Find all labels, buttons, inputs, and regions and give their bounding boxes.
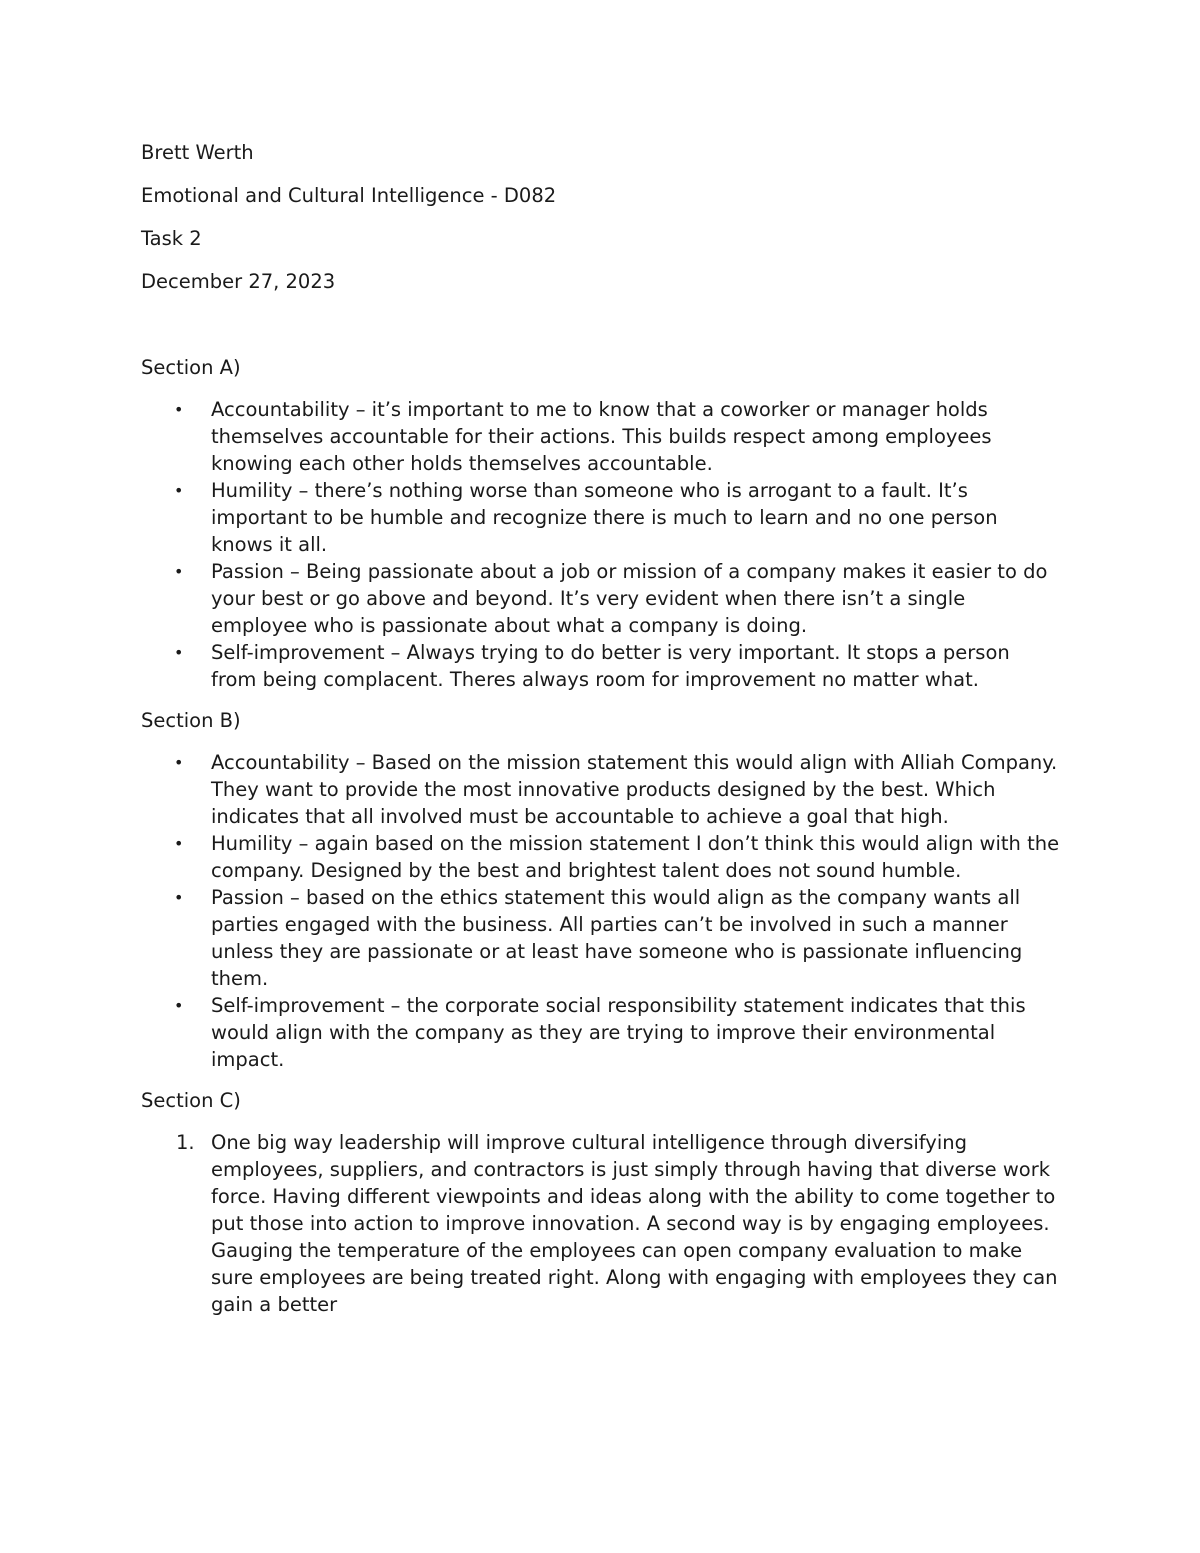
- list-item: [174, 992, 1061, 1073]
- bullet-icon: •: [174, 834, 184, 853]
- section-c-list: [141, 1129, 1061, 1318]
- list-number: 1.: [176, 1131, 195, 1154]
- list-item-text: Accountability – Based on the mission statement this would align with Alliah Company. They want to provide the most innovative products designed by the best. Which indicates that all involved must be accountable to achieve a goal that high.: [211, 751, 1058, 828]
- document-date: December 27, 2023: [141, 270, 336, 293]
- list-item: [174, 884, 1061, 992]
- course-title: Emotional and Cultural Intelligence - D082: [141, 184, 557, 207]
- bullet-icon: •: [174, 996, 184, 1015]
- list-item: [174, 558, 1061, 639]
- section-b-list: [141, 749, 1061, 1073]
- list-item-text: Passion – Being passionate about a job or mission of a company makes it easier to do your best or go above and beyond. It’s very evident when there isn’t a single employee who is passionate about what a company is doing.: [211, 560, 1048, 637]
- author-name: Brett Werth: [141, 141, 254, 164]
- section-a-list: [141, 396, 1061, 693]
- list-item-text: Self-improvement – the corporate social responsibility statement indicates that this would align with the company as they are trying to improve their environmental impact.: [211, 994, 1026, 1071]
- bullet-icon: •: [174, 481, 184, 500]
- list-item-text: Accountability – it’s important to me to know that a coworker or manager holds themselves accountable for their actions. This builds respect among employees knowing each other holds themselves accountable.: [211, 398, 992, 475]
- bullet-icon: •: [174, 643, 184, 662]
- section-b-heading: Section B): [141, 709, 241, 732]
- list-item-text: Self-improvement – Always trying to do better is very important. It stops a person from being complacent. Theres always room for improvement no matter what.: [211, 641, 1010, 691]
- list-item: [174, 749, 1061, 830]
- list-item: [174, 830, 1061, 884]
- list-item: [174, 639, 1061, 693]
- bullet-icon: •: [174, 562, 184, 581]
- list-item: [176, 1129, 1061, 1318]
- section-a-heading: Section A): [141, 356, 241, 379]
- section-c-heading: Section C): [141, 1089, 241, 1112]
- list-item-text: Passion – based on the ethics statement this would align as the company wants all parties engaged with the business. All parties can’t be involved in such a manner unless they are passionate or at least have someone who is passionate influencing them.: [211, 886, 1023, 990]
- list-item-text: Humility – again based on the mission statement I don’t think this would align with the company. Designed by the best and brightest talent does not sound humble.: [211, 832, 1060, 882]
- list-item-text: One big way leadership will improve cultural intelligence through diversifying employees, suppliers, and contractors is just simply through having that diverse work force. Having different viewpoints and ideas along with the ability to come together to put those into action to improve innovation. A second way is by engaging employees. Gauging the temperature of the employees can open company evaluation to make sure employees are being treated right. Along with engaging with employees they can gain a better: [211, 1131, 1058, 1316]
- bullet-icon: •: [174, 888, 184, 907]
- bullet-icon: •: [174, 753, 184, 772]
- task-label: Task 2: [141, 227, 202, 250]
- spacer: [141, 311, 1061, 354]
- list-item-text: Humility – there’s nothing worse than someone who is arrogant to a fault. It’s important to be humble and recognize there is much to learn and no one person knows it all.: [211, 479, 998, 556]
- bullet-icon: •: [174, 400, 184, 419]
- list-item: [174, 396, 1061, 477]
- list-item: [174, 477, 1061, 558]
- document-page: [141, 139, 1061, 1332]
